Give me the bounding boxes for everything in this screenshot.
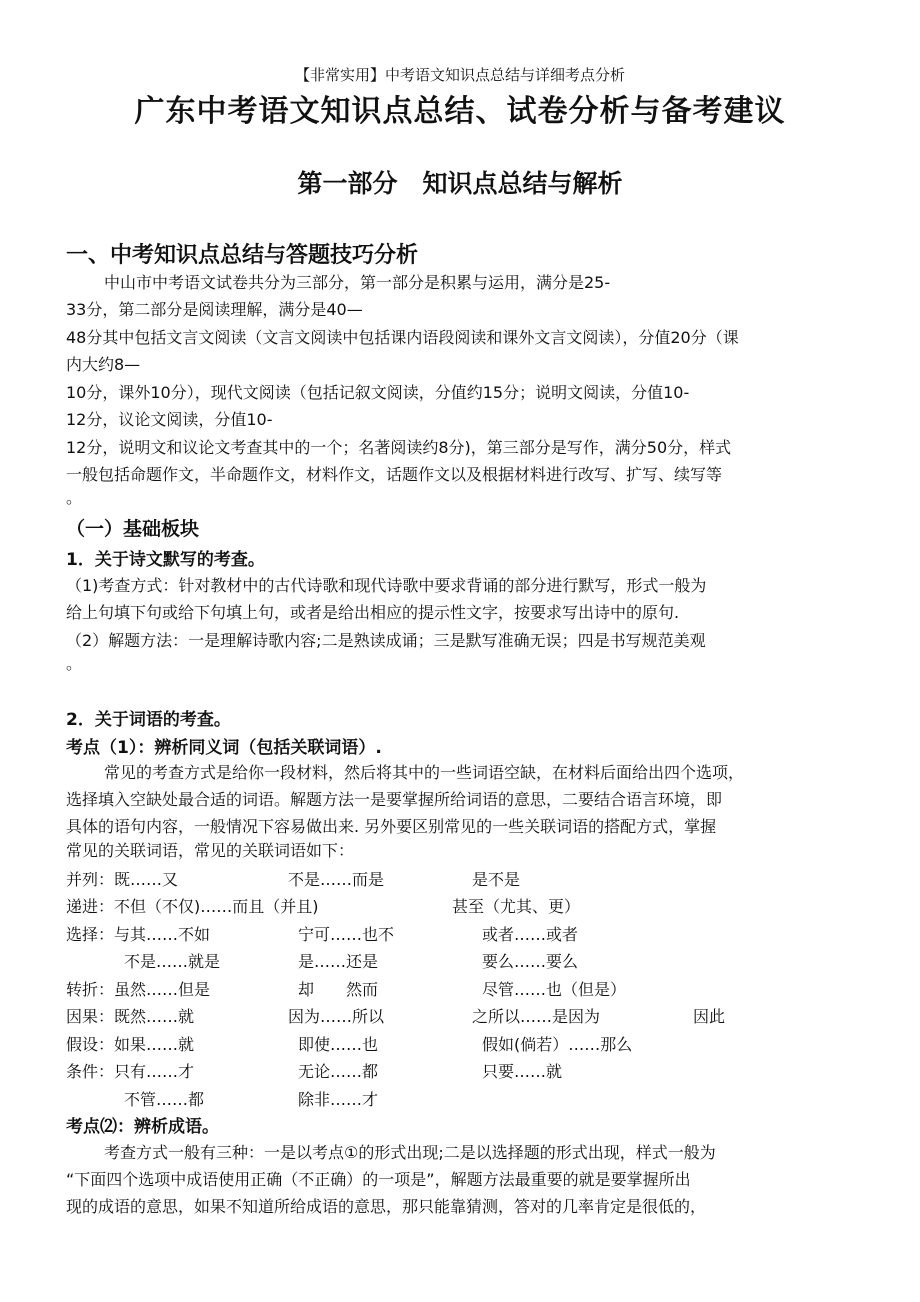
conjunction-table <box>0 866 920 1116</box>
conj-cell: 不是……而是 <box>288 870 385 889</box>
point-line: 考查方式一般有三种：一是以考点①的形式出现;二是以选择题的形式出现，样式一般为 <box>104 1143 716 1162</box>
point-line: 具体的语句内容，一般情况下容易做出来. 另外要区别常见的一些关联词语的搭配方式，掌握 <box>66 817 717 836</box>
point-line: “下面四个选项中成语使用正确（不正确）的一项是”，解题方法最重要的就是要掌握所出 <box>66 1170 691 1189</box>
conj-cell: 之所以……是因为 <box>472 1007 601 1026</box>
conj-cell: 甚至（尤其、更） <box>452 897 581 916</box>
conj-cell: 因果：既然……就 <box>66 1007 195 1026</box>
intro-line: 12分，议论文阅读，分值10- <box>66 410 273 429</box>
conj-cell: 是……还是 <box>298 952 379 971</box>
item-heading: 2．关于词语的考查。 <box>66 710 231 730</box>
item-line: 。 <box>66 654 83 673</box>
conj-cell: 却 然而 <box>298 980 379 999</box>
conj-cell: 转折：虽然……但是 <box>66 980 211 999</box>
conj-cell: 递进：不但（不仅)……而且（并且) <box>66 897 319 916</box>
conj-cell: 尽管……也（但是） <box>482 980 627 999</box>
item-line: （1)考查方式：针对教材中的古代诗歌和现代诗歌中要求背诵的部分进行默写，形式一般为 <box>66 576 707 595</box>
intro-line: 。 <box>66 488 83 507</box>
point-heading: 考点⑵：辨析成语。 <box>66 1117 219 1137</box>
point-line: 常见的考查方式是给你一段材料，然后将其中的一些词语空缺，在材料后面给出四个选项， <box>104 763 745 782</box>
page-header: 【非常实用】中考语文知识点总结与详细考点分析 <box>294 66 625 84</box>
part-title: 第一部分 知识点总结与解析 <box>297 169 623 198</box>
point-line: 选择填入空缺处最合适的词语。解题方法一是要掌握所给词语的意思，二要结合语言环境，即 <box>66 790 723 809</box>
conj-cell: 假如(倘若）……那么 <box>482 1035 633 1054</box>
point-line: 现的成语的意思，如果不知道所给成语的意思，那只能靠猜测，答对的几率肯定是很低的， <box>66 1197 707 1216</box>
conj-cell: 无论……都 <box>298 1062 379 1081</box>
conj-cell: 选择：与其……不如 <box>66 925 211 944</box>
intro-line: 48分其中包括文言文阅读（文言文阅读中包括课内语段阅读和课外文言文阅读），分值20分（课 <box>66 328 739 347</box>
conj-cell: 条件：只有……才 <box>66 1062 195 1081</box>
conj-cell: 即使……也 <box>298 1035 379 1054</box>
intro-line: 12分，说明文和议论文考查其中的一个；名著阅读约8分)，第三部分是写作，满分50分，样式 <box>66 438 732 457</box>
item-line: （2）解题方法：一是理解诗歌内容;二是熟读成诵；三是默写准确无误；四是书写规范美观 <box>66 631 706 650</box>
conj-cell: 因此 <box>693 1007 726 1026</box>
conj-cell: 除非……才 <box>298 1090 379 1109</box>
intro-line: 10分，课外10分），现代文阅读（包括记叙文阅读，分值约15分；说明文阅读，分值10- <box>66 383 690 402</box>
point-heading: 考点（1）：辨析同义词（包括关联词语）. <box>66 738 382 758</box>
conj-cell: 要么……要么 <box>482 952 579 971</box>
conj-cell: 或者……或者 <box>482 925 579 944</box>
conj-cell: 只要……就 <box>482 1062 563 1081</box>
conj-cell: 因为……所以 <box>288 1007 385 1026</box>
document-title: 广东中考语文知识点总结、试卷分析与备考建议 <box>134 94 786 129</box>
conj-cell: 是不是 <box>472 870 521 889</box>
item-heading: 1．关于诗文默写的考查。 <box>66 550 265 570</box>
block-heading: （一）基础板块 <box>66 518 200 540</box>
conj-cell: 宁可……也不 <box>298 925 395 944</box>
item-line: 给上句填下句或给下句填上句，或者是给出相应的提示性文字，按要求写出诗中的原句. <box>66 603 680 622</box>
intro-line: 33分，第二部分是阅读理解，满分是40— <box>66 300 363 319</box>
intro-line: 内大约8— <box>66 355 141 374</box>
point-line: 常见的关联词语，常见的关联词语如下： <box>66 841 355 860</box>
conj-cell: 不管……都 <box>124 1090 205 1109</box>
intro-line: 中山市中考语文试卷共分为三部分，第一部分是积累与运用，满分是25- <box>104 273 611 292</box>
section-heading: 一、中考知识点总结与答题技巧分析 <box>66 243 419 268</box>
conj-cell: 假设：如果……就 <box>66 1035 195 1054</box>
intro-line: 一般包括命题作文，半命题作文，材料作文，话题作文以及根据材料进行改写、扩写、续写等 <box>66 465 723 484</box>
conj-cell: 并列：既……又 <box>66 870 179 889</box>
conj-cell: 不是……就是 <box>124 952 221 971</box>
